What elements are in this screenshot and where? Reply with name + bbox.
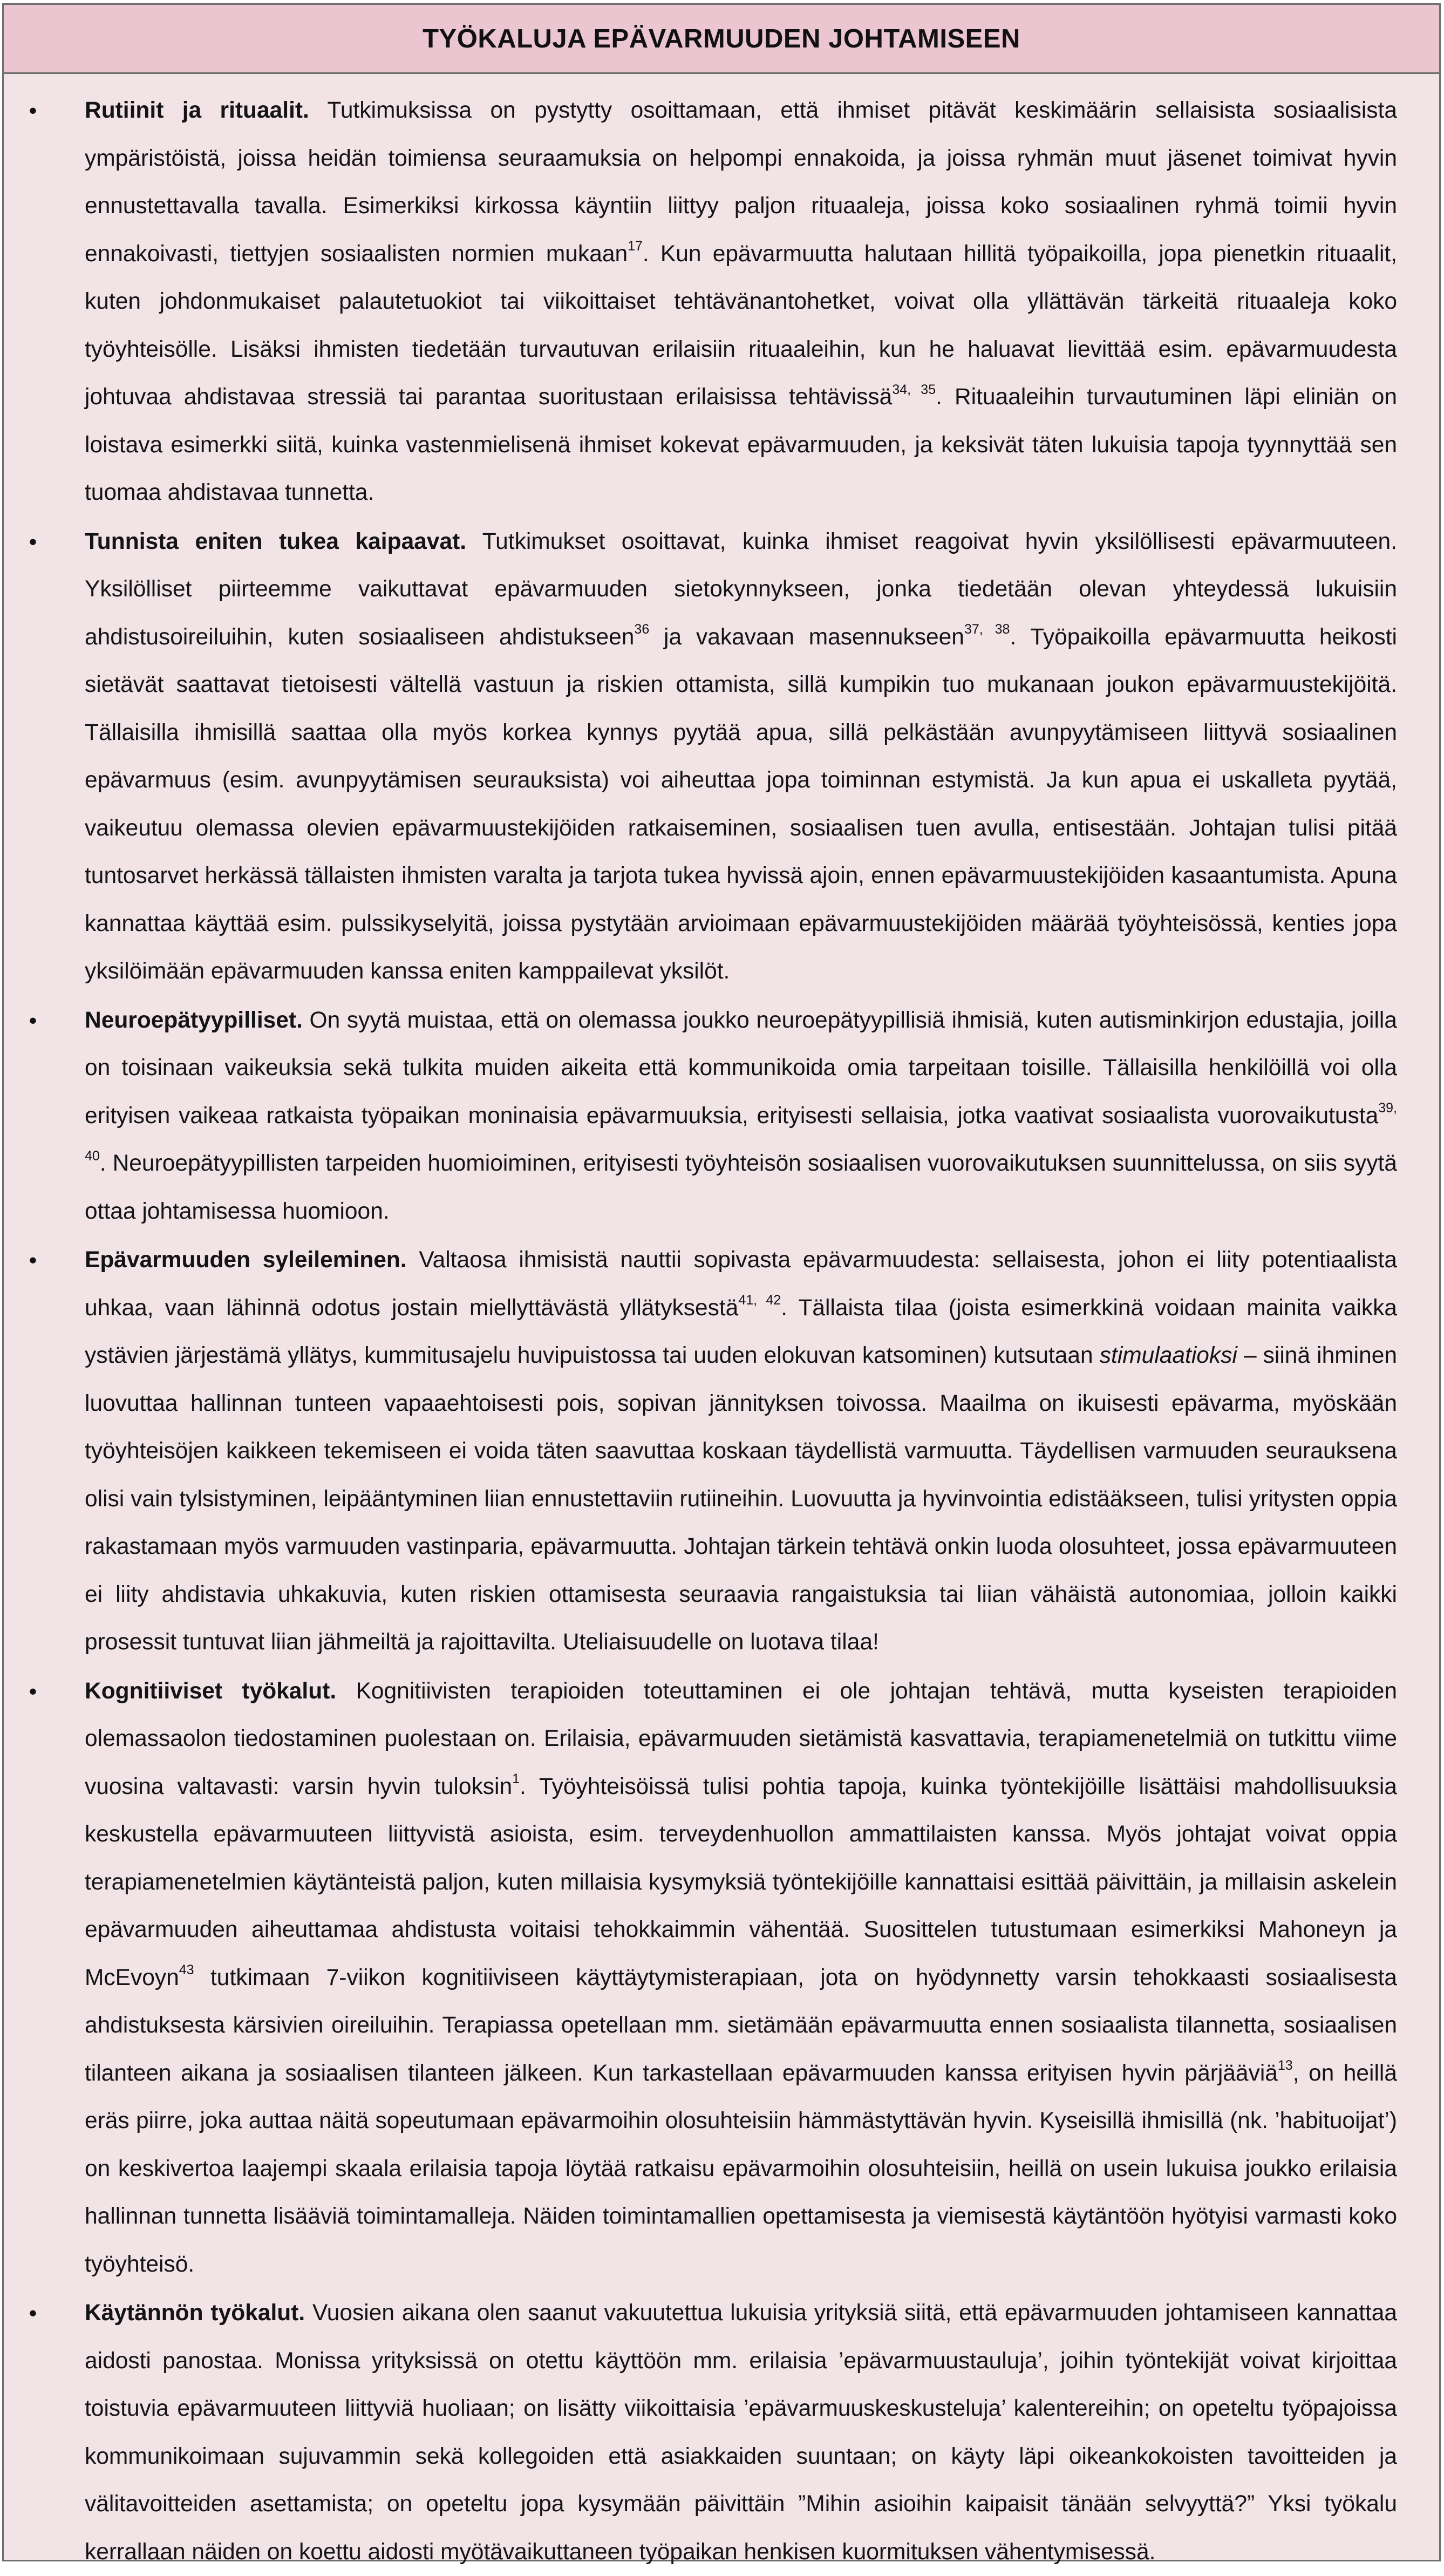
- item-text: . Neuroepätyypillisten tarpeiden huomioiminen, erityisesti työyhteisön sosiaalisen vuorovaikutuksen suunnittelussa, on siis syytä ottaa johtamisessa huomioon.: [85, 1151, 1397, 1224]
- item-text: . Työyhteisöissä tulisi pohtia tapoja, kuinka työntekijöille lisättäisi mahdollisuuksia keskustella epävarmuuteen liittyvistä asioista, esim. terveydenhuollon ammattilaisten kanssa. Myös johtajat voivat oppia terapiamenetelmien käytänteistä paljon, kuten millaisia kysymyksiä työntekijöille kannattaisi esittää päivittäin, ja millaisin askelein epävarmuuden aiheuttamaa ahdistusta voitaisi tehokkaimmin vähentää. Suosittelen tutustumaan esimerkiksi Mahoneyn ja McEvoyn: [85, 1773, 1397, 1990]
- item-heading: Neuroepätyypilliset.: [85, 1007, 303, 1033]
- box-title: TYÖKALUJA EPÄVARMUUDEN JOHTAMISEEN: [423, 24, 1020, 53]
- footnote-ref: 43: [179, 1962, 194, 1978]
- footnote-ref: 17: [628, 239, 643, 254]
- footnote-ref: 39, 40: [85, 1100, 1397, 1164]
- item-text: . Tällaista tilaa (joista esimerkkinä voidaan mainita vaikka ystävien järjestämä yllätys, kummitusajelu huvipuistossa tai uuden elokuvan katsominen) kutsutaan: [85, 1295, 1397, 1368]
- footnote-ref: 37, 38: [964, 622, 1010, 637]
- bullet-icon: •: [29, 1007, 37, 1033]
- footnote-ref: 36: [634, 622, 650, 637]
- item-text: ja vakavaan masennukseen: [649, 624, 964, 650]
- list-item: [4, 997, 1439, 1236]
- item-text: Tutkimukset osoittavat, kuinka ihmiset reagoivat hyvin yksilöllisesti epävarmuuteen. Yksilölliset piirteemme vaikuttavat epävarmuuden sietokynnykseen, jonka tiedetään olevan yhteydessä lukuisiin ahdistusoireiluihin, kuten sosiaaliseen ahdistukseen: [85, 528, 1397, 650]
- bullet-icon: •: [29, 2300, 37, 2326]
- item-text: Vuosien aikana olen saanut vakuutettua lukuisia yrityksiä siitä, että epävarmuuden johtamiseen kannattaa aidosti panostaa. Monissa yrityksissä on otettu käyttöön mm. erilaisia ’epävarmuustauluja’, joihin työntekijät voivat kirjoittaa toistuvia epävarmuuteen liittyviä huoliaan; on lisätty viikoittaisia ’epävarmuuskeskusteluja’ kalentereihin; on opeteltu työpajoissa kommunikoimaan sujuvammin sekä kollegoiden että asiakkaiden suuntaan; on käyty läpi oikeankokoisten tavoitteiden ja välitavoitteiden asettamista; on opeteltu jopa kysymään päivittäin ”Mihin asioihin kaipaisit tänään selvyyttä?” Yksi työkalu kerrallaan näiden on koettu aidosti myötävaikuttaneen työpaikan henkisen kuormituksen vähentymisessä.: [85, 2300, 1397, 2565]
- item-heading: Epävarmuuden syleileminen.: [85, 1247, 407, 1273]
- emphasis-text: stimulaatioksi: [1099, 1343, 1237, 1368]
- item-text: . Rituaaleihin turvautuminen läpi eliniän on loistava esimerkki siitä, kuinka vastenmielisenä ihmiset kokevat epävarmuuden, ja keksivät täten lukuisia tapoja tyynnyttää sen tuomaa ahdistavaa tunnetta.: [85, 384, 1397, 505]
- list-item: [4, 2289, 1439, 2576]
- item-heading: Kognitiiviset työkalut.: [85, 1678, 337, 1704]
- item-heading: Rutiinit ja rituaalit.: [85, 98, 309, 123]
- item-text: – siinä ihminen luovuttaa hallinnan tunteen vapaaehtoisesti pois, sopivan jännityksen toivossa. Maailma on ikuisesti epävarma, myöskään työyhteisöjen kaikkeen tekemiseen ei voida täten saavuttaa koskaan täydellistä varmuutta. Täydellisen varmuuden seurauksena olisi vain tylsistyminen, leipääntyminen liian ennustettaviin rutiineihin. Luovuutta ja hyvinvointia edistääkseen, tulisi yritysten oppia rakastamaan myös varmuuden vastinparia, epävarmuutta. Johtajan tärkein tehtävä onkin luoda olosuhteet, jossa epävarmuuteen ei liity ahdistavia uhkakuvia, kuten riskien ottamisesta seuraavia rangaistuksia tai liian vähäistä autonomiaa, jolloin kaikki prosessit tuntuvat liian jähmeiltä ja rajoittavilta. Uteliaisuudelle on luotava tilaa!: [85, 1343, 1397, 1655]
- footnote-ref: 1: [512, 1771, 520, 1787]
- item-text: . Työpaikoilla epävarmuutta heikosti sietävät saattavat tietoisesti vältellä vastuun ja riskien ottamista, sillä kumpikin tuo mukanaan joukon epävarmuustekijöitä. Tällaisilla ihmisillä saattaa olla myös korkea kynnys pyytää apua, sillä pelkästään avunpyytämiseen liittyvä sosiaalinen epävarmuus (esim. avunpyytämisen seurauksista) voi aiheuttaa jopa toiminnan estymistä. Ja kun apua ei uskalleta pyytää, vaikeutuu olemassa olevien epävarmuustekijöiden ratkaiseminen, sosiaalisen tuen avulla, entisestään. Johtajan tulisi pitää tuntosarvet herkässä tällaisten ihmisten varalta ja tarjota tukea hyvissä ajoin, ennen epävarmuustekijöiden kasaantumista. Apuna kannattaa käyttää esim. pulssikyselyitä, joissa pystytään arvioimaan epävarmuustekijöiden määrää työyhteisössä, kenties jopa yksilöimään epävarmuuden kanssa eniten kamppailevat yksilöt.: [85, 624, 1397, 984]
- bullet-icon: •: [29, 528, 37, 554]
- bullet-icon: •: [29, 1247, 37, 1273]
- item-text: . Kun epävarmuutta halutaan hillitä työpaikoilla, jopa pienetkin rituaalit, kuten johdonmukaiset palautetuokiot tai viikoittaiset tehtävänantohetket, voivat olla yllättävän tärkeitä rituaaleja koko työyhteisölle. Lisäksi ihmisten tiedetään turvautuvan erilaisiin rituaaleihin, kun he haluavat lievittää esim. epävarmuudesta johtuvaa ahdistavaa stressiä tai parantaa suoritustaan erilaisissa tehtävissä: [85, 241, 1398, 410]
- item-text: Kognitiivisten terapioiden toteuttaminen ei ole johtajan tehtävä, mutta kyseisten terapioiden olemassaolon tiedostaminen puolestaan on. Erilaisia, epävarmuuden sietämistä kasvattavia, terapiamenetelmiä on tutkittu viime vuosina valtavasti: varsin hyvin tuloksin: [85, 1678, 1397, 1799]
- footnote-ref: 41, 42: [738, 1293, 781, 1308]
- info-box: [2, 3, 1441, 2565]
- footnote-ref: 34, 35: [892, 382, 936, 397]
- item-text: On syytä muistaa, että on olemassa joukko neuroepätyypillisiä ihmisiä, kuten autisminkirjon edustajia, joilla on toisinaan vaikeuksia sekä tulkita muiden aikeita että kommunikoida omia tarpeitaan toisille. Tällaisilla henkilöillä voi olla erityisen vaikeaa ratkaista työpaikan moninaisia epävarmuuksia, erityisesti sellaisia, jotka vaativat sosiaalista vuorovaikutusta: [85, 1007, 1397, 1129]
- title-bar: [4, 5, 1439, 74]
- bullet-icon: •: [29, 98, 37, 123]
- item-text: Tutkimuksissa on pystytty osoittamaan, että ihmiset pitävät keskimäärin sellaisista sosiaalisista ympäristöistä, joissa heidän toimiensa seuraamuksia on helpompi ennakoida, ja joissa ryhmän muut jäsenet toimivat hyvin ennustettavalla tavalla. Esimerkiksi kirkossa käyntiin liittyy paljon rituaaleja, joissa koko sosiaalinen ryhmä toimii hyvin ennakoivasti, tiettyjen sosiaalisten normien mukaan: [85, 98, 1397, 267]
- item-text: , on heillä eräs piirre, joka auttaa näitä sopeutumaan epävarmoihin olosuhteisiin hämmästyttävän hyvin. Kyseisillä ihmisillä (nk. ’habituoijat’) on keskivertoa laajempi skaala erilaisia tapoja löytää ratkaisu epävarmoihin olosuhteisiin, heillä on usein lukuisa joukko erilaisia hallinnan tunnetta lisääviä toimintamalleja. Näiden toimintamallien opettamisesta ja viemisestä käytäntöön hyötyisi varmasti koko työyhteisö.: [85, 2060, 1397, 2277]
- list-item: [4, 1668, 1439, 2289]
- item-text: tutkimaan 7-viikon kognitiiviseen käyttäytymisterapiaan, jota on hyödynnetty varsin tehokkaasti sosiaalisesta ahdistuksesta kärsivien oireiluihin. Terapiassa opetellaan mm. sietämään epävarmuutta ennen sosiaalista tilannetta, sosiaalisen tilanteen aikana ja sosiaalisen tilanteen jälkeen. Kun tarkastellaan epävarmuuden kanssa erityisen hyvin pärjääviä: [85, 1965, 1397, 2086]
- footnote-ref: 13: [1277, 2058, 1293, 2074]
- item-heading: Käytännön työkalut.: [85, 2300, 305, 2326]
- list-item: [4, 518, 1439, 996]
- item-text: Valtaosa ihmisistä nauttii sopivasta epävarmuudesta: sellaisesta, johon ei liity potentiaalista uhkaa, vaan lähinnä odotus jostain miellyttävästä yllätyksestä: [85, 1247, 1397, 1321]
- item-heading: Tunnista eniten tukea kaipaavat.: [85, 528, 467, 554]
- list-item: [4, 1236, 1439, 1667]
- bullet-icon: •: [29, 1678, 37, 1704]
- list-item: [4, 87, 1439, 517]
- tool-list: [4, 74, 1439, 2576]
